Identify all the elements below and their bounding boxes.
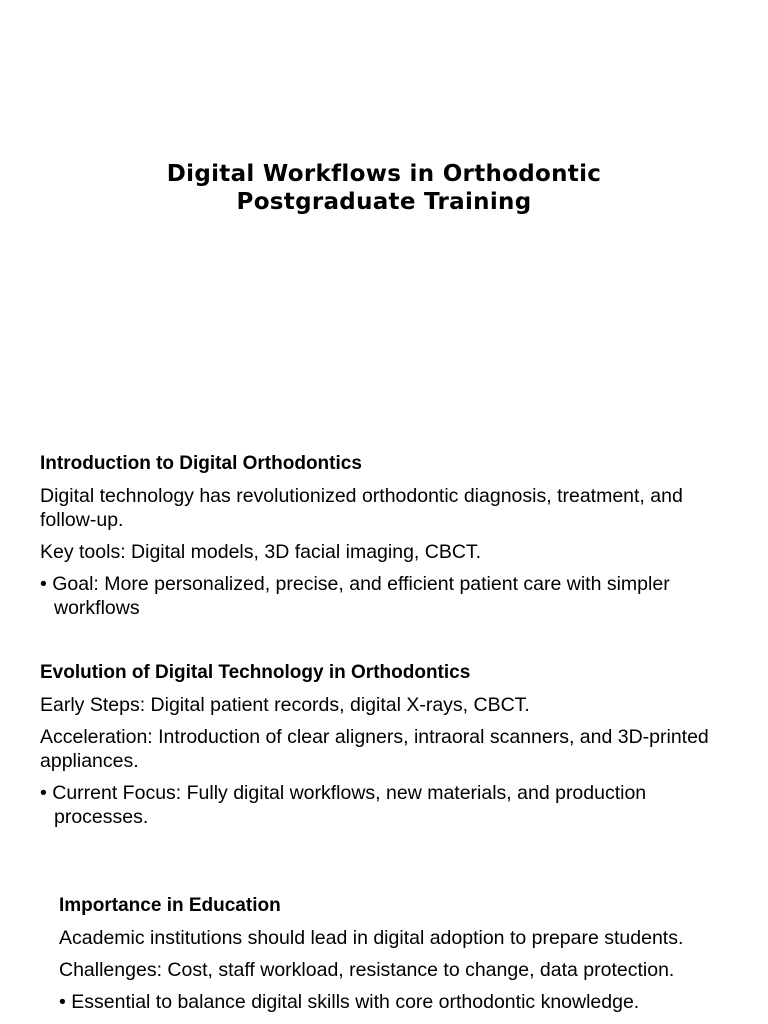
page-title	[0, 160, 768, 216]
section-bullet: • Essential to balance digital skills with core orthodontic knowledge.	[59, 991, 640, 1013]
section-introduction	[40, 452, 720, 628]
page-title-line-2: Postgraduate Training	[236, 189, 532, 215]
section-paragraph: Early Steps: Digital patient records, digital X-rays, CBCT.	[40, 694, 530, 716]
page-title-line-1: Digital Workflows in Orthodontic	[166, 161, 602, 187]
section-heading: Introduction to Digital Orthodontics	[40, 453, 362, 474]
section-bullet: • Current Focus: Fully digital workflows, new materials, and production processes.	[40, 782, 647, 828]
section-heading: Importance in Education	[59, 895, 281, 916]
section-paragraph: Academic institutions should lead in digital adoption to prepare students.	[59, 927, 684, 949]
section-heading: Evolution of Digital Technology in Orthodontics	[40, 662, 471, 683]
section-education	[59, 894, 739, 1022]
section-paragraph: Key tools: Digital models, 3D facial imaging, CBCT.	[40, 541, 482, 563]
section-evolution	[40, 661, 720, 837]
section-paragraph: Challenges: Cost, staff workload, resistance to change, data protection.	[59, 959, 675, 981]
section-paragraph: Digital technology has revolutionized orthodontic diagnosis, treatment, and follow-up.	[40, 485, 683, 531]
section-paragraph: Acceleration: Introduction of clear aligners, intraoral scanners, and 3D-printed appliances.	[40, 726, 709, 772]
section-bullet: • Goal: More personalized, precise, and efficient patient care with simpler workflows	[40, 573, 670, 619]
